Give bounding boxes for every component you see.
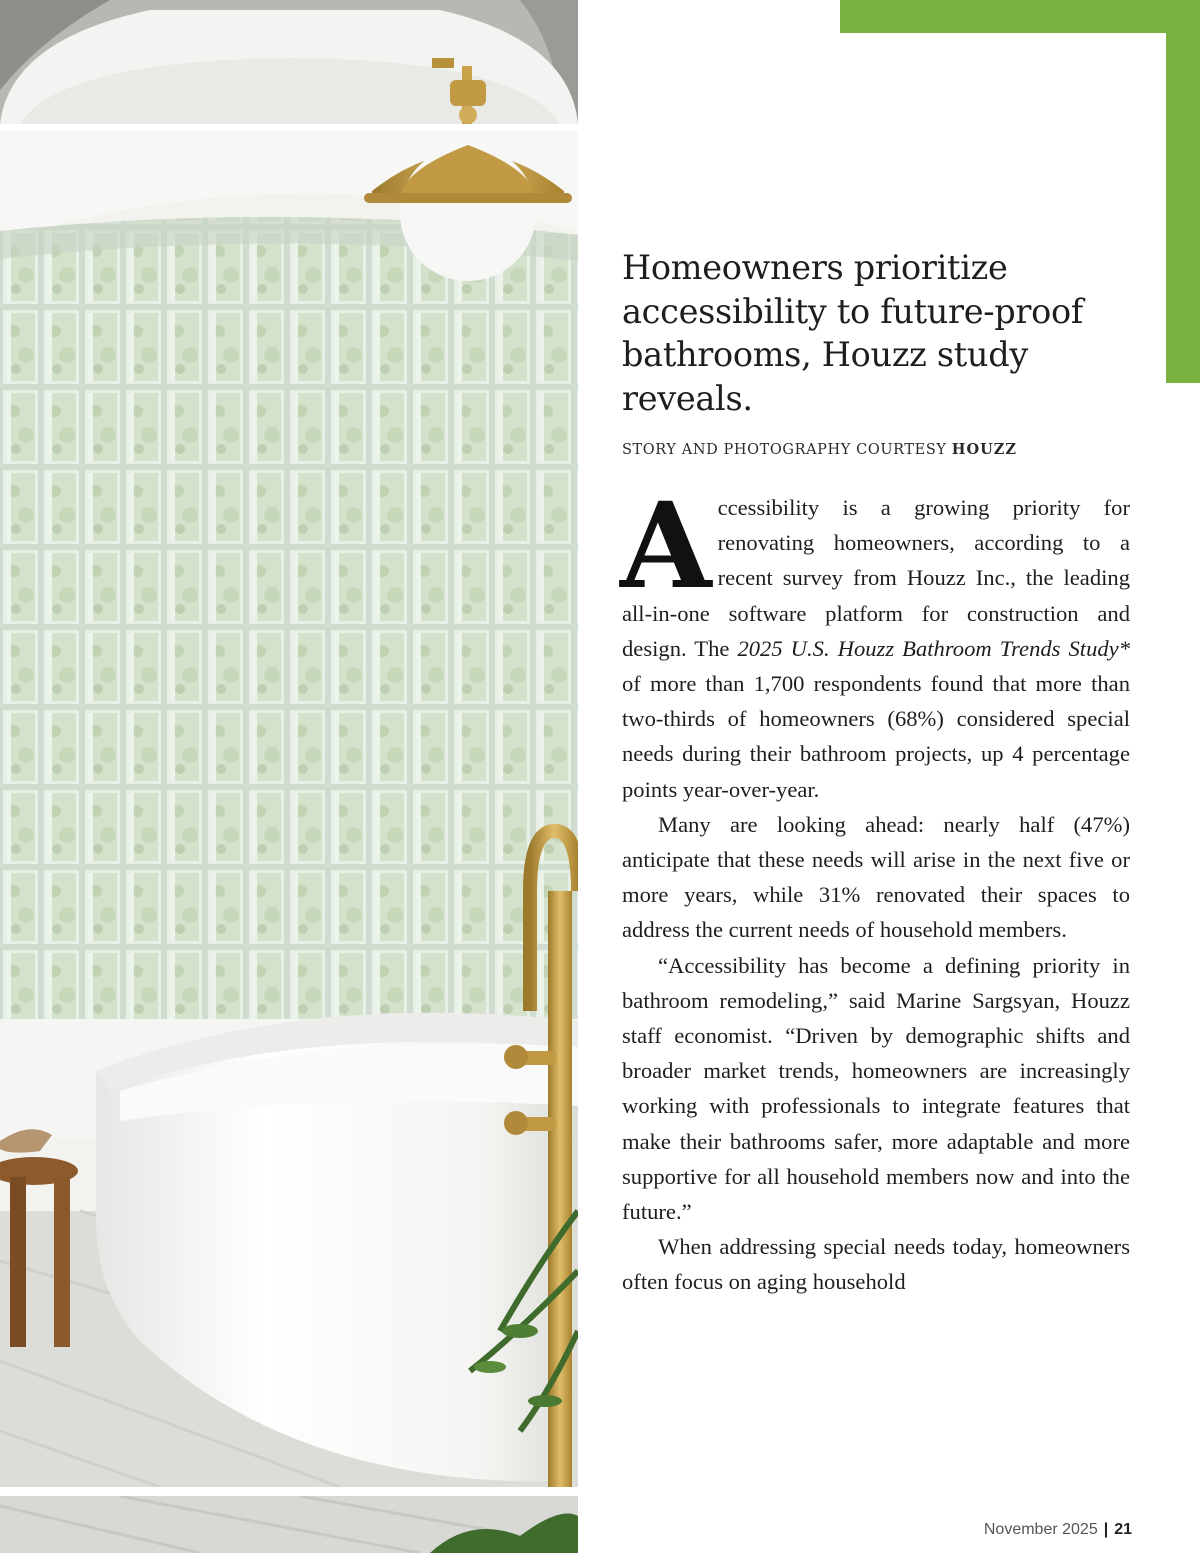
- drop-cap: A: [620, 476, 712, 615]
- paragraph-1-start: ccessibility is a growing priority for renovating homeowners, according to a recent survey from Houzz Inc., the leading all-in-one software platform for construction and design. The: [622, 495, 1130, 661]
- issue-date: November 2025: [983, 1521, 1098, 1538]
- paragraph-3: “Accessibility has become a defining priority in bathroom remodeling,” said Marine Sargsyan, Houzz staff economist. “Driven by demographic shifts and broader market trends, homeowners are increasingly working with professionals to integrate features that make their bathrooms safer, more adaptable and more supportive for all household members now and into the future.”: [622, 952, 1130, 1225]
- photo-strip-ceiling: [0, 0, 578, 124]
- photo-divider: [0, 1487, 578, 1496]
- photo-strip-floor: [0, 1496, 578, 1553]
- page-folio: [984, 1521, 1132, 1539]
- paragraph-4: When addressing special needs today, homeowners often focus on aging household: [622, 1234, 1130, 1295]
- photo-divider: [0, 124, 578, 131]
- bathroom-photo: [0, 0, 578, 1553]
- page-number: 21: [1114, 1521, 1132, 1538]
- credit-prefix: STORY AND PHOTOGRAPHY COURTESY: [622, 442, 947, 458]
- paragraph-2: Many are looking ahead: nearly half (47%) anticipate that these needs will arise in the next five or more years, while 31% renovated their spaces to address the current needs of household members.: [622, 811, 1130, 943]
- paragraph-1: [620, 476, 1130, 807]
- folio-separator: |: [1103, 1521, 1109, 1538]
- accent-bar-top: [840, 0, 1200, 33]
- study-title: 2025 U.S. Houzz Bathroom Trends Study*: [737, 635, 1130, 661]
- paragraph-1-end: of more than 1,700 respondents found that more than two-thirds of homeowners (68%) considered special needs during their bathroom projects, up 4 percentage points year-over-year.: [622, 671, 1130, 802]
- article-headline: Homeowners prioritize accessibility to future-proof bathrooms, Houzz study reveals.: [622, 248, 1083, 418]
- article-body: [620, 476, 1130, 1300]
- accent-bar-side: [1166, 33, 1200, 383]
- photo-strip-bathroom: [0, 131, 578, 1487]
- credit-source: HOUZZ: [951, 441, 1017, 458]
- article-credit: [622, 441, 1142, 458]
